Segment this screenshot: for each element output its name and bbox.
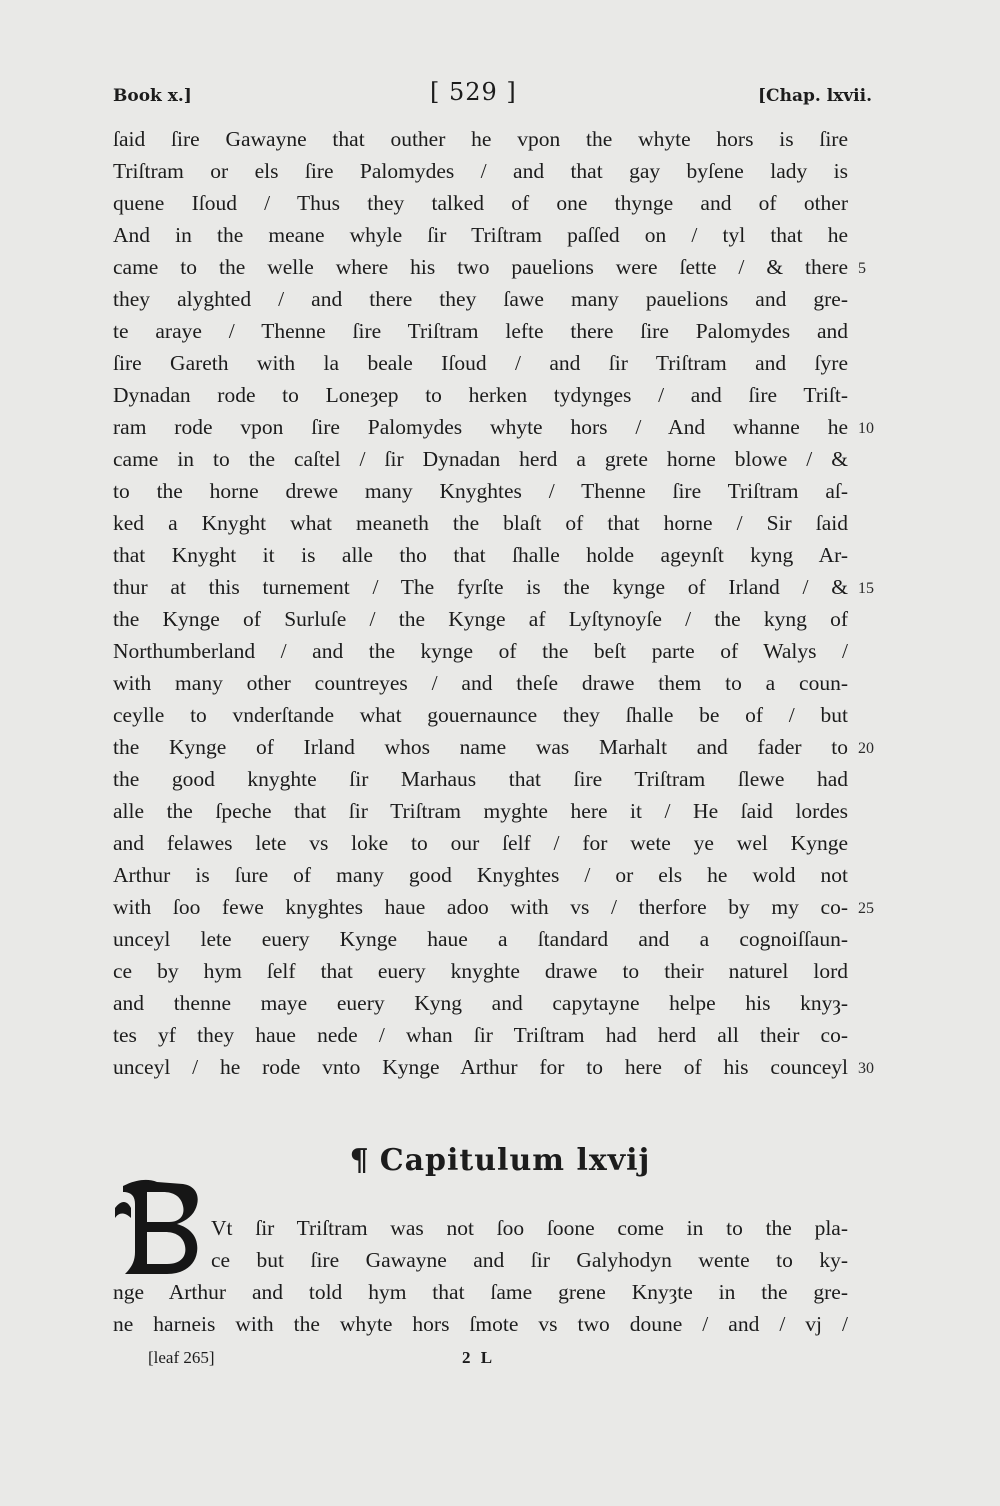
line-text: Arthur is ſure of many good Knyghtes / or els he wold not — [113, 863, 848, 887]
line-text: quene Iſoud / Thus they talked of one thynge and of other — [113, 191, 848, 215]
text-line — [113, 443, 848, 475]
line-text: that Knyght it is alle tho that ſhalle holde ageynſt kyng Ar- — [113, 543, 848, 567]
line-text: Triſtram or els ſire Palomydes / and that gay byſene lady is — [113, 159, 848, 183]
text-line — [113, 859, 848, 891]
line-text: ce by hym ſelf that euery knyghte drawe to their naturel lord — [113, 959, 848, 983]
running-head — [0, 78, 1000, 112]
line-text: ram rode vpon ſire Palomydes whyte hors / And whanne he — [113, 415, 848, 439]
line-number: 5 — [858, 260, 866, 277]
line-text: unceyl lete euery Kynge haue a ſtandard and a cognoiſſaun- — [113, 927, 848, 951]
text-line — [113, 1019, 848, 1051]
line-number: 25 — [858, 900, 874, 917]
chapter-label: [Chap. lxvii. — [758, 86, 872, 106]
text-line — [113, 667, 848, 699]
line-text: ſaid ſire Gawayne that outher he vpon the whyte hors is ſire — [113, 127, 848, 151]
line-text: with ſoo fewe knyghtes haue adoo with vs / therfore by my co- — [113, 895, 848, 919]
line-text: ked a Knyght what meaneth the blaſt of that horne / Sir ſaid — [113, 511, 848, 535]
line-text: the good knyghte ſir Marhaus that ſire Triſtram ſlewe had — [113, 767, 848, 791]
book-label: Book x.] — [113, 86, 192, 106]
chapter-line: ne harneis with the whyte hors ſmote vs two doune / and / vj / — [113, 1312, 848, 1336]
text-line — [113, 987, 848, 1019]
leaf-reference: [leaf 265] — [148, 1348, 215, 1367]
text-line — [113, 923, 848, 955]
line-text: And in the meane whyle ſir Triſtram paſſed on / tyl that he — [113, 223, 848, 247]
text-line — [113, 891, 874, 923]
line-text: ceylle to vnderſtande what gouernaunce they ſhalle be of / but — [113, 703, 848, 727]
chapter-heading — [0, 1143, 1000, 1178]
line-text: unceyl / he rode vnto Kynge Arthur for to here of his counceyl — [113, 1055, 848, 1079]
text-line — [113, 283, 848, 315]
text-line — [113, 731, 874, 763]
text-line — [113, 1051, 874, 1083]
chapter-line: nge Arthur and told hym that ſame grene Knyȝte in the gre- — [113, 1280, 848, 1304]
text-line — [113, 155, 848, 187]
text-line — [113, 123, 848, 155]
initial-letter: B — [113, 1178, 114, 1179]
body-text — [113, 123, 874, 1083]
text-line — [113, 379, 848, 411]
line-number: 20 — [858, 740, 874, 757]
line-number: 15 — [858, 580, 874, 597]
text-line — [113, 795, 848, 827]
text-line — [113, 699, 848, 731]
chapter-line: ce but ſire Gawayne and ſir Galyhodyn wente to ky- — [211, 1248, 848, 1272]
line-text: and felawes lete vs loke to our ſelf / for wete ye wel Kynge — [113, 831, 848, 855]
text-line — [113, 251, 866, 283]
text-line — [113, 475, 848, 507]
chapter-line: Vt ſir Triſtram was not ſoo ſoone come in to the pla- — [211, 1216, 848, 1240]
line-text: to the horne drewe many Knyghtes / Thenne ſire Triſtram aſ- — [113, 479, 848, 503]
chapter-title: Capitulum lxvij — [379, 1143, 651, 1178]
line-text: thur at this turnement / The fyrſte is the kynge of Irland / & — [113, 575, 848, 599]
pilcrow-icon: ¶ — [349, 1143, 370, 1178]
text-line — [113, 603, 848, 635]
line-text: came in to the caſtel / ſir Dynadan herd a grete horne blowe / & — [113, 447, 848, 471]
line-text: and thenne maye euery Kyng and capytayne helpe his knyȝ- — [113, 991, 848, 1015]
text-line — [113, 507, 848, 539]
text-line — [113, 571, 874, 603]
line-text: the Kynge of Surluſe / the Kynge af Lyſtynoyſe / the kyng of — [113, 607, 848, 631]
line-text: with many other countreyes / and theſe drawe them to a coun- — [113, 671, 848, 695]
page-number: [ 529 ] — [430, 78, 517, 106]
text-line — [113, 347, 848, 379]
chapter-text — [113, 1212, 848, 1340]
text-line — [113, 315, 848, 347]
line-text: came to the welle where his two pauelions were ſette / & there — [113, 255, 848, 279]
text-line — [113, 539, 848, 571]
text-line — [113, 955, 848, 987]
text-line — [113, 411, 874, 443]
text-line — [113, 635, 848, 667]
line-text: alle the ſpeche that ſir Triſtram myghte here it / He ſaid lordes — [113, 799, 848, 823]
signature-mark: 2 L — [462, 1348, 496, 1367]
text-line — [113, 827, 848, 859]
text-line — [113, 187, 848, 219]
line-text: te araye / Thenne ſire Triſtram lefte there ſire Palomydes and — [113, 319, 848, 343]
text-line — [113, 763, 848, 795]
text-line — [113, 219, 848, 251]
line-text: the Kynge of Irland whos name was Marhalt and fader to — [113, 735, 848, 759]
line-text: they alyghted / and there they ſawe many pauelions and gre- — [113, 287, 848, 311]
line-text: Northumberland / and the kynge of the beſt parte of Walys / — [113, 639, 848, 663]
line-text: ſire Gareth with la beale Iſoud / and ſir Triſtram and ſyre — [113, 351, 848, 375]
line-text: tes yf they haue nede / whan ſir Triſtram had herd all their co- — [113, 1023, 848, 1047]
line-text: Dynadan rode to Loneȝep to herken tydynges / and ſire Triſt- — [113, 383, 848, 407]
line-number: 10 — [858, 420, 874, 437]
line-number: 30 — [858, 1060, 874, 1077]
